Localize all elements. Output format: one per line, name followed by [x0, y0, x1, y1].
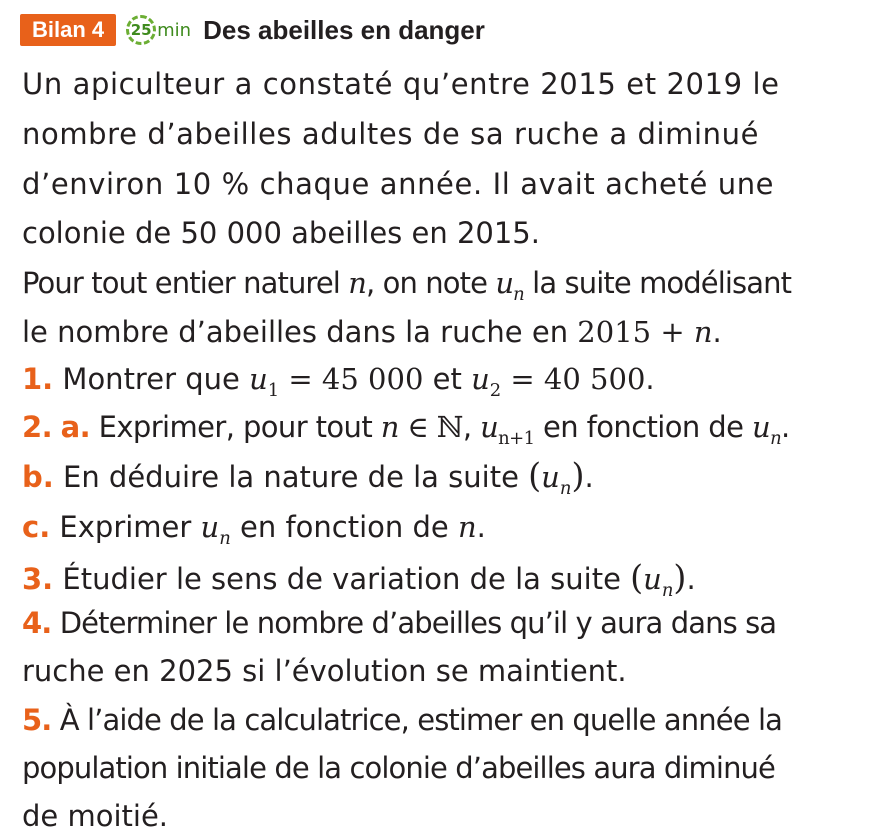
intro-line-5: [22, 263, 791, 315]
set-naturals: ∈ ℕ: [398, 410, 463, 444]
question-number: 5.: [22, 703, 52, 737]
text: ,: [462, 410, 481, 444]
var-u: u: [471, 362, 490, 396]
subscript-n: n: [513, 283, 524, 305]
var-u: u: [249, 362, 268, 396]
question-number: 2.: [22, 410, 52, 444]
equation: = 45 000: [279, 362, 424, 396]
intro-line-3: d’environ 10 % chaque année. Il avait acheté une: [22, 167, 775, 201]
text: en fonction de: [534, 410, 752, 444]
question-number: 4.: [22, 606, 52, 640]
text: Exprimer, pour tout: [90, 410, 381, 444]
text: la suite modélisant: [523, 266, 792, 300]
subscript: 1: [267, 379, 280, 401]
timer-value: 25: [130, 21, 152, 39]
question-5-line-3: de moitié.: [22, 799, 169, 833]
var-u: u: [495, 266, 514, 300]
intro-line-1: Un apiculteur a constaté qu’entre 2015 et 2019 le: [22, 67, 780, 101]
var-u: u: [541, 460, 560, 494]
text: .: [645, 362, 655, 396]
text: Pour tout entier naturel: [22, 266, 349, 300]
subscript-n: n: [219, 527, 231, 549]
question-5-line-1: [22, 700, 782, 740]
text: en fonction de: [230, 510, 458, 544]
text: Montrer que: [53, 362, 250, 396]
intro-line-4: colonie de 50 000 abeilles en 2015.: [22, 216, 540, 250]
question-4-line-1: [22, 603, 776, 643]
question-1: [22, 359, 655, 411]
text: Déterminer le nombre d’abeilles qu’il y aura dans sa: [51, 606, 777, 640]
paren: ): [571, 456, 585, 495]
text: En déduire la nature de la suite: [53, 460, 529, 494]
sub-question-letter: c.: [22, 510, 51, 544]
text: Étudier le sens de variation de la suite: [53, 562, 631, 596]
exercise-title: Des abeilles en danger: [203, 14, 485, 45]
subscript: n+1: [498, 427, 535, 449]
question-5-line-2: population initiale de la colonie d’abeilles aura diminué: [22, 751, 775, 785]
var-u: u: [480, 410, 499, 444]
subscript-n: n: [661, 579, 674, 601]
paren: ): [673, 558, 687, 597]
intro-line-2: nombre d’abeilles adultes de sa ruche a diminué: [22, 117, 760, 151]
question-2b: [22, 456, 594, 509]
var-n: n: [380, 410, 399, 444]
subscript-n: n: [559, 477, 572, 499]
timer-unit: min: [157, 19, 192, 41]
subscript: 2: [489, 379, 502, 401]
var-un: [495, 266, 524, 305]
text: le nombre d’abeilles dans la ruche en: [22, 315, 578, 349]
timer: [126, 15, 191, 45]
question-2a: [22, 407, 790, 459]
var-n: n: [693, 315, 713, 349]
question-number: 3.: [22, 562, 54, 596]
var-u: u: [751, 410, 771, 444]
text: .: [476, 510, 486, 544]
intro-line-6: [22, 312, 722, 352]
text: et: [423, 362, 472, 396]
var-u: u: [200, 510, 220, 544]
text: À l’aide de la calculatrice, estimer en quelle année la: [51, 703, 782, 737]
var-n: n: [348, 266, 367, 300]
bilan-badge: Bilan 4: [20, 14, 116, 46]
sub-question-letter: b.: [22, 460, 54, 494]
text: , on note: [366, 266, 496, 300]
text: .: [686, 562, 696, 596]
paren: (: [630, 558, 644, 597]
question-4-line-2: ruche en 2025 si l’évolution se maintient.: [22, 654, 627, 688]
year-expression: 2015 +: [577, 315, 694, 349]
sub-question-letter: a.: [60, 410, 91, 444]
text: .: [781, 410, 790, 444]
var-n: n: [457, 510, 477, 544]
equation: = 40 500: [501, 362, 646, 396]
text: .: [712, 315, 722, 349]
question-2c: [22, 507, 486, 559]
text: Exprimer: [50, 510, 201, 544]
stopwatch-icon: [126, 15, 156, 45]
text: .: [584, 460, 594, 494]
var-u: u: [643, 562, 662, 596]
question-number: 1.: [22, 362, 54, 396]
paren: (: [528, 456, 542, 495]
subscript-n: n: [770, 427, 782, 449]
exercise-header: [20, 10, 485, 50]
